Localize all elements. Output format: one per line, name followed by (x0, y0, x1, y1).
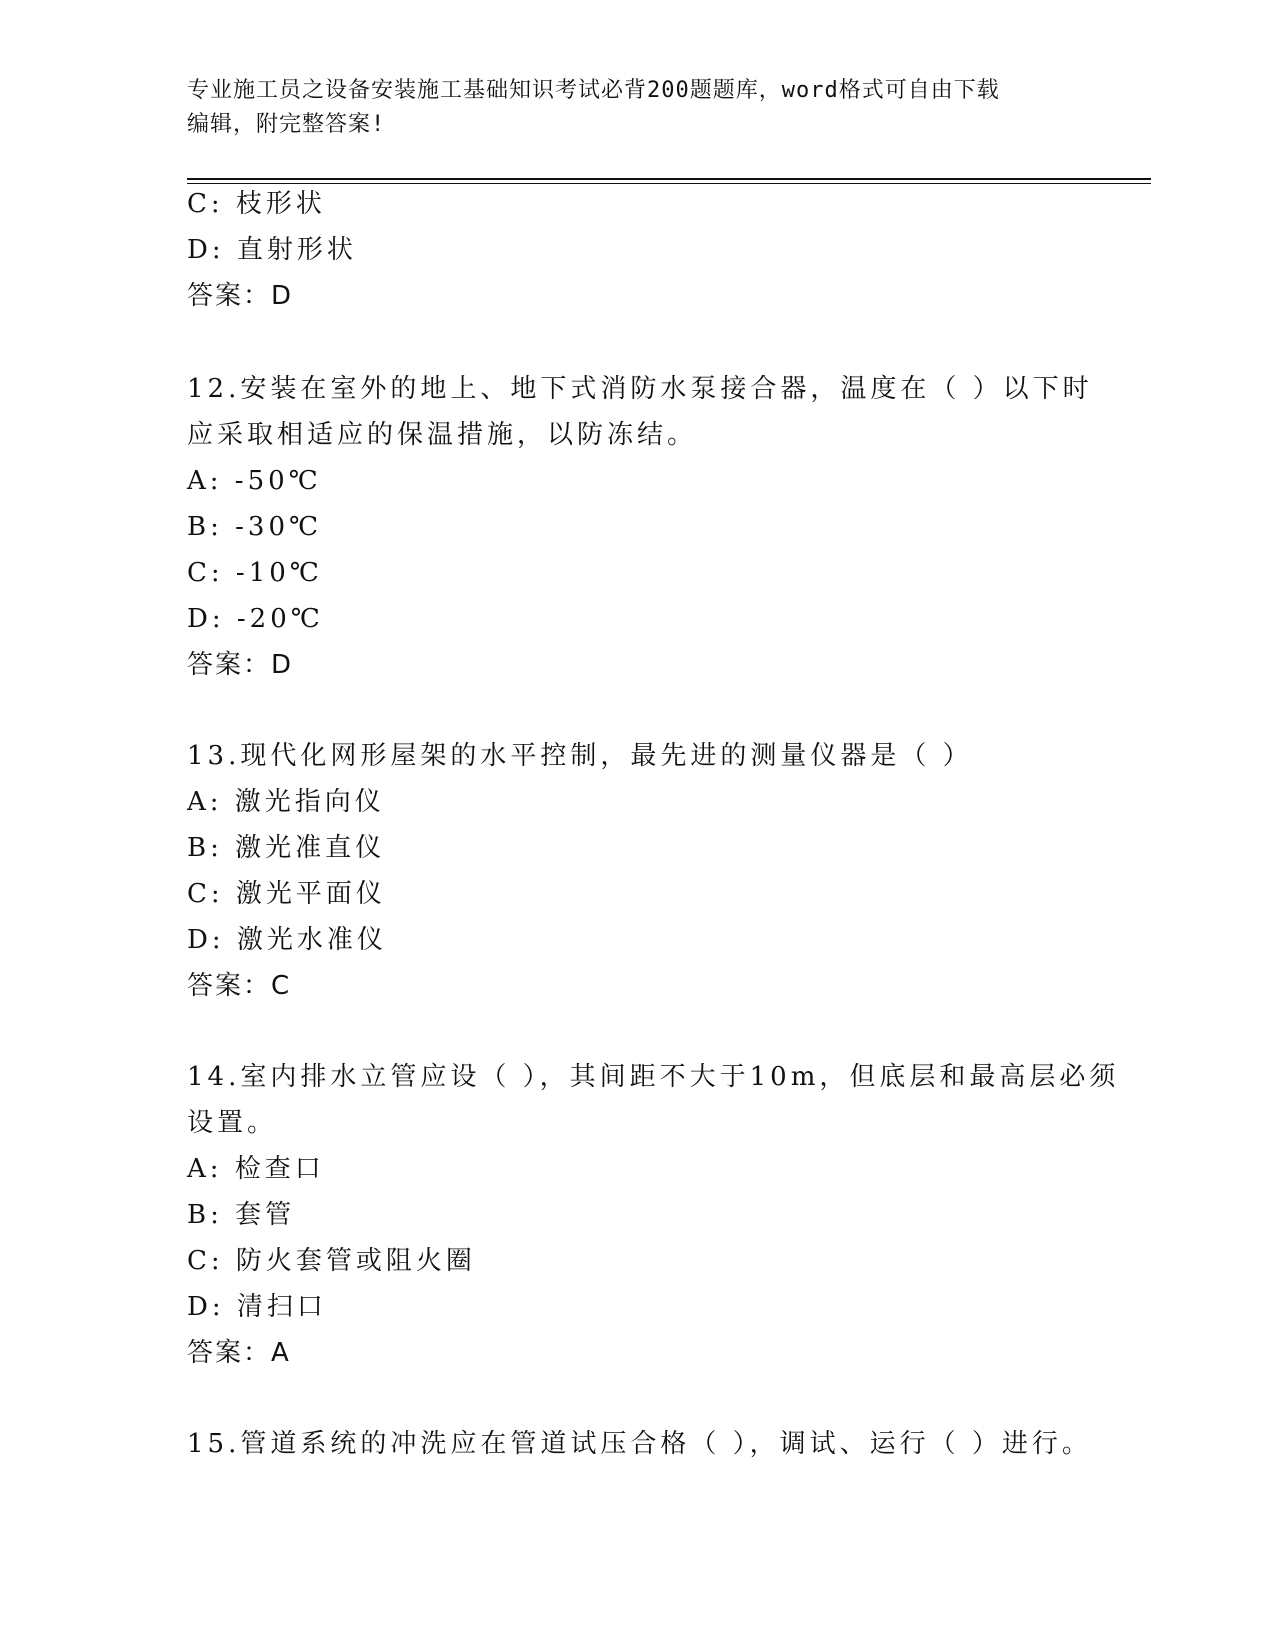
question-stem-line-1: 12.安装在室外的地上、地下式消防水泵接合器，温度在（ ）以下时 (187, 374, 1093, 404)
question-stem-line-1: 13.现代化网形屋架的水平控制，最先进的测量仪器是（ ） (187, 741, 973, 771)
option-d: D: -20℃ (187, 604, 324, 634)
answer-line: 答案：A (187, 1338, 291, 1368)
header-divider-thin (187, 183, 1151, 184)
option-a: A: 激光指向仪 (187, 787, 385, 817)
header-title-line-1: 专业施工员之设备安装施工基础知识考试必背200题题库，word格式可自由下载 (187, 78, 1000, 103)
option-a: A: -50℃ (187, 466, 322, 496)
answer-line: 答案：D (187, 650, 294, 680)
option-a: A: 检查口 (187, 1154, 325, 1184)
option-b: B: 激光准直仪 (187, 833, 386, 863)
option-d: D: 清扫口 (187, 1292, 327, 1322)
option-c: C: 枝形状 (187, 189, 326, 219)
option-c: C: -10℃ (187, 558, 323, 588)
answer-line: 答案：D (187, 281, 294, 311)
option-d: D: 直射形状 (187, 235, 357, 265)
option-c: C: 激光平面仪 (187, 879, 386, 909)
option-c: C: 防火套管或阻火圈 (187, 1246, 476, 1276)
answer-line: 答案：C (187, 971, 292, 1001)
question-stem-line-1: 14.室内排水立管应设（ ），其间距不大于10m，但底层和最高层必须 (187, 1062, 1120, 1092)
question-stem-line-1: 15.管道系统的冲洗应在管道试压合格（ ），调试、运行（ ）进行。 (187, 1429, 1092, 1459)
option-d: D: 激光水准仪 (187, 925, 387, 955)
question-stem-line-2: 设置。 (187, 1108, 278, 1138)
document-header (187, 74, 1087, 142)
option-b: B: -30℃ (187, 512, 323, 542)
question-stem-line-2: 应采取相适应的保温措施，以防冻结。 (187, 420, 698, 450)
header-divider-thick (187, 178, 1151, 180)
header-title-line-2: 编辑，附完整答案! (187, 112, 386, 137)
option-b: B: 套管 (187, 1200, 296, 1230)
